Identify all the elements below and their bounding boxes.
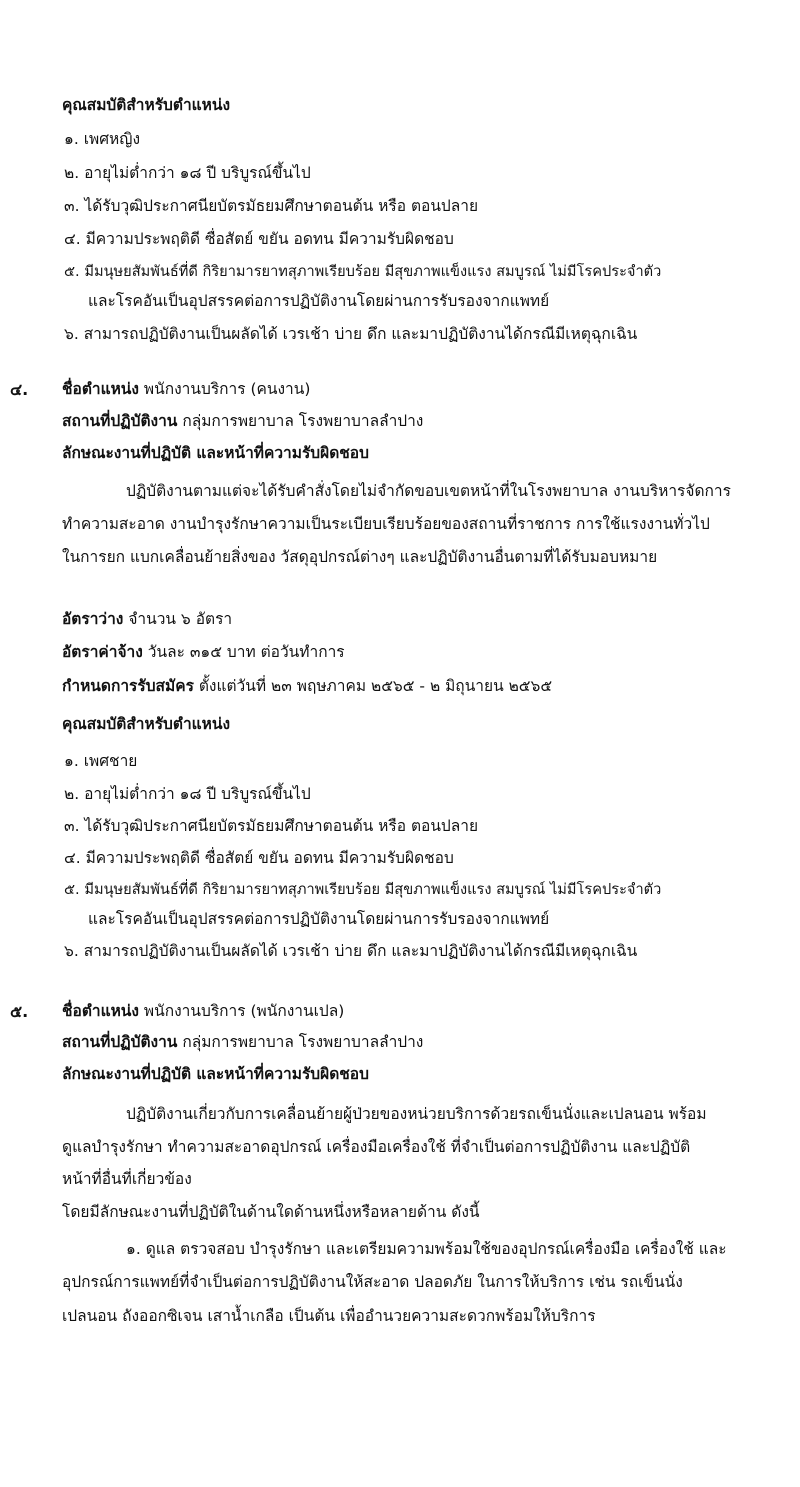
position-label: ชื่อตำแหน่ง bbox=[62, 1002, 139, 1020]
vacancy-value: จำนวน ๖ อัตรา bbox=[123, 610, 233, 628]
qualification-item: ๑. เพศชาย bbox=[64, 752, 138, 770]
qualifications-heading: คุณสมบัติสำหรับตำแหน่ง bbox=[62, 715, 231, 733]
qualification-item: ๖. สามารถปฏิบัติงานเป็นผลัดได้ เวรเช้า บ่าย ดึก และมาปฏิบัติงานได้กรณีมีเหตุฉุกเฉิน bbox=[64, 325, 638, 343]
qualification-item-continued: และโรคอันเป็นอุปสรรคต่อการปฏิบัติงานโดยผ่านการรับรองจากแพทย์ bbox=[88, 910, 550, 928]
duties-paragraph-line: ปฏิบัติงานเกี่ยวกับการเคลื่อนย้ายผู้ป่วยของหน่วยบริการด้วยรถเข็นนั่งและเปลนอน พร้อม bbox=[126, 1105, 707, 1123]
wage-label: อัตราค่าจ้าง bbox=[62, 643, 143, 661]
workplace-label: สถานที่ปฏิบัติงาน bbox=[62, 1033, 178, 1051]
duties-heading: ลักษณะงานที่ปฏิบัติ และหน้าที่ความรับผิดชอบ bbox=[62, 1065, 369, 1083]
duties-paragraph-line: ปฏิบัติงานตามแต่จะได้รับคำสั่งโดยไม่จำกัดขอบเขตหน้าที่ในโรงพยาบาล งานบริหารจัดการ bbox=[126, 482, 731, 500]
application-period-row bbox=[62, 675, 552, 698]
duties-heading: ลักษณะงานที่ปฏิบัติ และหน้าที่ความรับผิดชอบ bbox=[62, 444, 369, 462]
vacancy-label: อัตราว่าง bbox=[62, 610, 124, 628]
wage-row bbox=[62, 641, 345, 664]
workplace-value: กลุ่มการพยาบาล โรงพยาบาลลำปาง bbox=[177, 412, 424, 430]
application-period-label: กำหนดการรับสมัคร bbox=[62, 677, 194, 695]
section-number: ๕. bbox=[10, 1002, 29, 1021]
position-title-row bbox=[62, 1000, 344, 1023]
workplace-label: สถานที่ปฏิบัติงาน bbox=[62, 412, 178, 430]
qualification-item-continued: และโรคอันเป็นอุปสรรคต่อการปฏิบัติงานโดยผ่านการรับรองจากแพทย์ bbox=[88, 292, 550, 310]
position-title-row bbox=[62, 378, 310, 401]
workplace-row bbox=[62, 1031, 423, 1054]
position-label: ชื่อตำแหน่ง bbox=[62, 380, 139, 398]
duties-paragraph-line: ดูแลบำรุงรักษา ทำความสะอาดอุปกรณ์ เครื่องมือเครื่องใช้ ที่จำเป็นต่อการปฏิบัติงาน และปฏิบัติ bbox=[62, 1138, 691, 1156]
section-number: ๔. bbox=[10, 380, 29, 399]
position-value: พนักงานบริการ (คนงาน) bbox=[138, 380, 311, 398]
duties-paragraph-line: เปลนอน ถังออกซิเจน เสาน้ำเกลือ เป็นต้น เพื่ออำนวยความสะดวกพร้อมให้บริการ bbox=[62, 1307, 596, 1325]
duties-paragraph-line: ทำความสะอาด งานบำรุงรักษาความเป็นระเบียบเรียบร้อยของสถานที่ราชการ การใช้แรงงานทั่วไป bbox=[62, 515, 710, 533]
qualification-item: ๑. เพศหญิง bbox=[64, 130, 141, 148]
qualifications-heading: คุณสมบัติสำหรับตำแหน่ง bbox=[62, 96, 231, 114]
duties-intro-line: โดยมีลักษณะงานที่ปฏิบัติในด้านใดด้านหนึ่งหรือหลายด้าน ดังนี้ bbox=[62, 1203, 480, 1221]
duties-paragraph-line: อุปกรณ์การแพทย์ที่จำเป็นต่อการปฏิบัติงานให้สะอาด ปลอดภัย ในการให้บริการ เช่น รถเข็นนั่ง bbox=[62, 1273, 683, 1291]
position-value: พนักงานบริการ (พนักงานเปล) bbox=[138, 1002, 345, 1020]
workplace-value: กลุ่มการพยาบาล โรงพยาบาลลำปาง bbox=[177, 1033, 424, 1051]
qualification-item: ๓. ได้รับวุฒิประกาศนียบัตรมัธยมศึกษาตอนต้น หรือ ตอนปลาย bbox=[64, 197, 479, 215]
qualification-item: ๕. มีมนุษยสัมพันธ์ที่ดี กิริยามารยาทสุภาพเรียบร้อย มีสุขภาพแข็งแรง สมบูรณ์ ไม่มีโรคประจำตัว bbox=[64, 881, 662, 898]
qualification-item: ๒. อายุไม่ต่ำกว่า ๑๘ ปี บริบูรณ์ขึ้นไป bbox=[64, 785, 311, 803]
qualification-item: ๔. มีความประพฤติดี ซื่อสัตย์ ขยัน อดทน มีความรับผิดชอบ bbox=[64, 849, 454, 867]
qualification-item: ๖. สามารถปฏิบัติงานเป็นผลัดได้ เวรเช้า บ่าย ดึก และมาปฏิบัติงานได้กรณีมีเหตุฉุกเฉิน bbox=[64, 942, 638, 960]
workplace-row bbox=[62, 410, 423, 433]
wage-value: วันละ ๓๑๕ บาท ต่อวันทำการ bbox=[142, 643, 345, 661]
duties-paragraph-line: ๑. ดูแล ตรวจสอบ บำรุงรักษา และเตรียมความพร้อมใช้ของอุปกรณ์เครื่องมือ เครื่องใช้ และ bbox=[126, 1240, 727, 1258]
qualification-item: ๒. อายุไม่ต่ำกว่า ๑๘ ปี บริบูรณ์ขึ้นไป bbox=[64, 164, 311, 182]
duties-paragraph-line: หน้าที่อื่นที่เกี่ยวข้อง bbox=[62, 1170, 192, 1188]
vacancy-row bbox=[62, 608, 232, 631]
qualification-item: ๕. มีมนุษยสัมพันธ์ที่ดี กิริยามารยาทสุภาพเรียบร้อย มีสุขภาพแข็งแรง สมบูรณ์ ไม่มีโรคประจำตัว bbox=[64, 263, 662, 280]
duties-paragraph-line: ในการยก แบกเคลื่อนย้ายสิ่งของ วัสดุอุปกรณ์ต่างๆ และปฏิบัติงานอื่นตามที่ได้รับมอบหมาย bbox=[62, 548, 658, 566]
qualification-item: ๔. มีความประพฤติดี ซื่อสัตย์ ขยัน อดทน มีความรับผิดชอบ bbox=[64, 230, 454, 248]
application-period-value: ตั้งแต่วันที่ ๒๓ พฤษภาคม ๒๕๖๕ - ๒ มิถุนายน ๒๕๖๕ bbox=[193, 677, 553, 695]
qualification-item: ๓. ได้รับวุฒิประกาศนียบัตรมัธยมศึกษาตอนต้น หรือ ตอนปลาย bbox=[64, 817, 479, 835]
